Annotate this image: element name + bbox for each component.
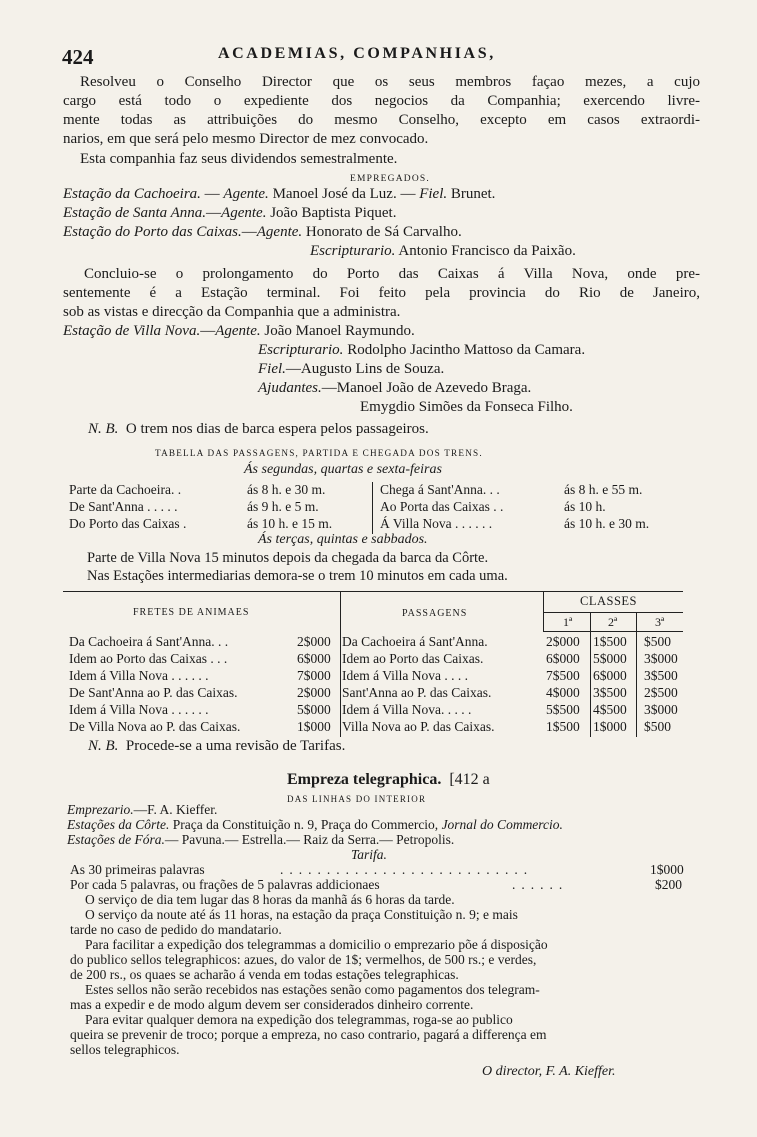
title-text: Empreza telegraphica. [287,771,442,788]
name: João Baptista Piquet. [270,205,397,221]
staff-row-2: Estação de Santa Anna.—Agente. João Baptista Piquet. [63,205,397,221]
tel-p5: do publico sellos telegraphicos: azues, do valor de 1$; vermelhos, de 500 rs.; e verdes, [70,952,537,967]
fretes-route-3: Idem á Villa Nova . . . . . . [69,668,209,683]
role: Agente. [215,323,261,339]
fretes-pass-2: Idem ao Porto das Caixas. [342,651,484,666]
row-left-time-1: ás 8 h. e 30 m. [247,482,326,497]
role: Agente. [221,205,267,221]
row-right-time-2: ás 10 h. [564,499,606,514]
row-left-time-2: ás 9 h. e 5 m. [247,499,319,514]
ref: [412 a [449,771,490,788]
tarifa-item-2: Por cada 5 palavras, ou frações de 5 palavras addicionaes [70,877,380,892]
telegraph-title [287,770,490,789]
staff-row-4 [310,242,576,261]
tarifa-label [351,848,387,863]
fretes-pass-6: Villa Nova ao P. das Caixas. [342,719,495,734]
fretes-c1-1: 2$000 [546,634,580,649]
fretes-frete-3: 7$000 [297,668,331,683]
villa-nova-agente: Estação de Villa Nova.—Agente. João Manoel Raymundo. [63,323,415,339]
days-text: Ás segundas, quartas e sexta-feiras [244,462,442,477]
fretes-route-1: Da Cachoeira á Sant'Anna. . . [69,634,229,649]
fretes-body-div2 [636,632,637,737]
row-left-3: Do Porto das Caixas . [69,516,187,531]
fretes-c1-5: 5$500 [546,702,580,717]
fretes-head-animaes: FRETES DE ANIMAES [133,607,250,618]
tel-p6: de 200 rs., os quaes se acharão á venda em todas estações telegraphicas. [70,967,459,982]
fretes-head-classes: CLASSES [580,594,637,608]
fretes-route-4: De Sant'Anna ao P. das Caixas. [69,685,238,700]
running-title: ACADEMIAS, COMPANHIAS, [218,45,496,62]
station: Estação do Porto das Caixas. [63,224,242,240]
intro-line-2: cargo está todo o expediente dos negocios da Companhia; exercendo livre- [63,93,700,109]
fretes-body-div1 [590,632,591,737]
fretes-route-5: Idem á Villa Nova . . . . . . [69,702,209,717]
name: —F. A. Kieffer. [133,802,218,817]
row-right-time-3: ás 10 h. e 30 m. [564,516,650,531]
fretes-c3-2: 3$000 [644,651,678,666]
row-left-time-3: ás 10 h. e 15 m. [247,516,333,531]
fretes-c3-6: $500 [644,719,671,734]
intro-line-4: narios, em que será pelo mesmo Director de mez convocado. [63,131,429,147]
name2: Brunet. [450,186,496,202]
fretes-cls-div2 [636,612,637,632]
tel-p11: sellos telegraphicos. [70,1042,180,1057]
nb-label: N. B. [88,421,119,437]
station: Estação da Cachoeira. [63,186,201,202]
italic: Jornal do Commercio. [441,817,563,832]
estacoes-fora [67,833,454,848]
intro-line-1: Resolveu o Conselho Director que os seus membros façao mezes, a cujo [80,74,700,90]
row-right-1: Chega á Sant'Anna. . . [380,482,500,497]
staff-row-1: Estação da Cachoeira. — Agente. Manoel José da Luz. — Fiel. Brunet. [63,186,496,202]
role: Fiel. [258,361,286,377]
fretes-c2-6: 1$000 [593,719,627,734]
fretes-pass-1: Da Cachoeira á Sant'Anna. [342,634,488,649]
fretes-c3-3: 3$500 [644,668,678,683]
emprezario [67,803,217,818]
days-text: Ás terças, quintas e sabbados. [258,532,428,547]
tel-p3: tarde no caso de pedido do mandatario. [70,922,282,937]
name: João Manoel Raymundo. [264,323,415,339]
tabella-days2 [258,530,428,549]
page-number: 424 [62,45,94,69]
villa-nova-fiel: Fiel.—Augusto Lins de Souza. [258,361,445,377]
estacoes-corte [67,818,563,833]
fretes-frete-5: 5$000 [297,702,331,717]
fretes-c3-5: 3$000 [644,702,678,717]
fretes-c2-5: 4$500 [593,702,627,717]
fretes-c2-4: 3$500 [593,685,627,700]
role: Agente. [223,186,269,202]
row-left-2: De Sant'Anna . . . . . [69,499,178,514]
prolong-line-1: Concluio-se o prolongamento do Porto das Caixas á Villa Nova, onde pre- [84,266,700,282]
name: Augusto Lins de Souza. [300,361,445,377]
villa-nova-ajud: Ajudantes.—Manoel João de Azevedo Braga. [258,380,532,396]
name: Rodolpho Jacintho Mattoso da Camara. [347,342,586,358]
fretes-pass-5: Idem á Villa Nova. . . . . [342,702,472,717]
fretes-cls-div1 [590,612,591,632]
text: Praça da Constituição n. 9, Praça do Commercio, [172,817,439,832]
nb-text: O trem nos dias de barca espera pelos passageiros. [125,421,429,437]
role: Escripturario. [258,342,344,358]
tel-p9: Para evitar qualquer demora na expedição dos telegrammas, roga-se ao publico [85,1012,513,1027]
tel-p1: O serviço de dia tem lugar das 8 horas da manhã ás 6 horas da tarde. [85,892,455,907]
prolong-line-2: sentemente é a Estação terminal. Foi feito pela provincia do Rio de Janeiro, [63,285,700,301]
fretes-pass-4: Sant'Anna ao P. das Caixas. [342,685,492,700]
intro-line-5: Esta companhia faz seus dividendos semestralmente. [80,151,398,167]
fretes-c3-4: 2$500 [644,685,678,700]
name: Manoel José da Luz. [272,186,397,202]
text: — Pavuna.— Estrella.— Raiz da Serra.— Petropolis. [164,832,455,847]
name: Honorato de Sá Carvalho. [305,224,462,240]
name: Antonio Francisco da Paixão. [398,243,576,259]
tarifa-price-2: $200 [655,877,682,892]
fretes-classes-divider [543,591,544,631]
class-1: 1ª [563,615,573,629]
role: Escripturario. [310,243,396,259]
tarifa-dots-2: ...... [512,877,569,892]
tel-p8: mas a expedir e de modo algum devem ser considerados dinheiro corrente. [70,997,474,1012]
class-3: 3ª [655,615,665,629]
signature-text: O director, F. A. Kieffer. [482,1064,616,1079]
fretes-pass-3: Idem á Villa Nova . . . . [342,668,469,683]
row-left-1: Parte da Cachoeira. . [69,482,182,497]
nb2 [88,737,345,756]
nb-label: N. B. [88,738,119,754]
station: Estação de Santa Anna. [63,205,207,221]
telegraph-subtitle: DAS LINHAS DO INTERIOR [287,794,427,804]
fretes-frete-4: 2$000 [297,685,331,700]
fretes-c1-2: 6$000 [546,651,580,666]
label: Estações da Côrte. [67,817,170,832]
prolong-line-3: sob as vistas e direcção da Companhia que a administra. [63,304,401,320]
villa-nova-ajud2: Emygdio Simões da Fonseca Filho. [360,399,573,415]
role: Agente. [256,224,303,240]
station: Estação de Villa Nova. [63,323,201,339]
name: Manoel João de Azevedo Braga. [336,380,532,396]
fretes-c2-2: 5$000 [593,651,627,666]
fretes-route-6: De Villa Nova ao P. das Caixas. [69,719,241,734]
fretes-route-2: Idem ao Porto das Caixas . . . [69,651,228,666]
tabella-note2: Nas Estações intermediarias demora-se o trem 10 minutos em cada uma. [87,568,508,584]
tarifa-text: Tarifa. [351,847,387,862]
empregados-heading: EMPREGADOS. [350,174,430,184]
fretes-c1-6: 1$500 [546,719,580,734]
tabella-divider [372,482,373,534]
label: Estações de Fóra. [67,832,165,847]
role: Emprezario. [67,802,134,817]
tel-p4: Para facilitar a expedição dos telegrammas a domicilio o emprezario põe á disposição [85,937,548,952]
fretes-head-passagens: PASSAGENS [402,608,468,619]
fretes-c1-3: 7$500 [546,668,580,683]
tel-p2: O serviço da noute até ás 11 horas, na estação da praça Constituição n. 9; e mais [85,907,518,922]
fretes-frete-2: 6$000 [297,651,331,666]
tabella-title: TABELLA DAS PASSAGENS, PARTIDA E CHEGADA DOS TRENS. [155,448,483,458]
villa-nova-escr [258,341,585,360]
tarifa-dots-1: ........................... [280,862,534,877]
fretes-classes-rule [543,612,683,613]
tarifa-item-1: As 30 primeiras palavras [70,862,205,877]
fretes-c2-3: 6$000 [593,668,627,683]
nb-text: Procede-se a uma revisão de Tarifas. [125,738,346,754]
role2: Fiel. [419,186,448,202]
tel-p10: queira se prevenir de troco; porque a empreza, no caso contrario, pagará a differença em [70,1027,547,1042]
intro-line-3: mente todas as attribuições do mesmo Conselho, excepto em casos extraordi- [63,112,700,128]
fretes-c1-4: 4$000 [546,685,580,700]
row-right-time-1: ás 8 h. e 55 m. [564,482,643,497]
row-right-2: Ao Porta das Caixas . . [380,499,504,514]
nb1 [88,420,429,439]
staff-row-3: Estação do Porto das Caixas.—Agente. Honorato de Sá Carvalho. [63,224,462,240]
class-2: 2ª [608,615,618,629]
tarifa-price-1: 1$000 [650,862,684,877]
fretes-body [69,632,689,752]
tel-p7: Estes sellos não serão recebidos nas estações senão como pagamentos dos telegram- [85,982,540,997]
fretes-c3-1: $500 [644,634,671,649]
tabella-note1: Parte de Villa Nova 15 minutos depois da chegada da barca da Côrte. [87,550,489,566]
fretes-top-rule [63,591,683,592]
row-right-3: Á Villa Nova . . . . . . [380,516,493,531]
signature [482,1062,616,1081]
role: Ajudantes. [258,380,322,396]
fretes-frete-1: 2$000 [297,634,331,649]
fretes-c2-1: 1$500 [593,634,627,649]
fretes-frete-6: 1$000 [297,719,331,734]
tabella-days1 [244,460,442,479]
